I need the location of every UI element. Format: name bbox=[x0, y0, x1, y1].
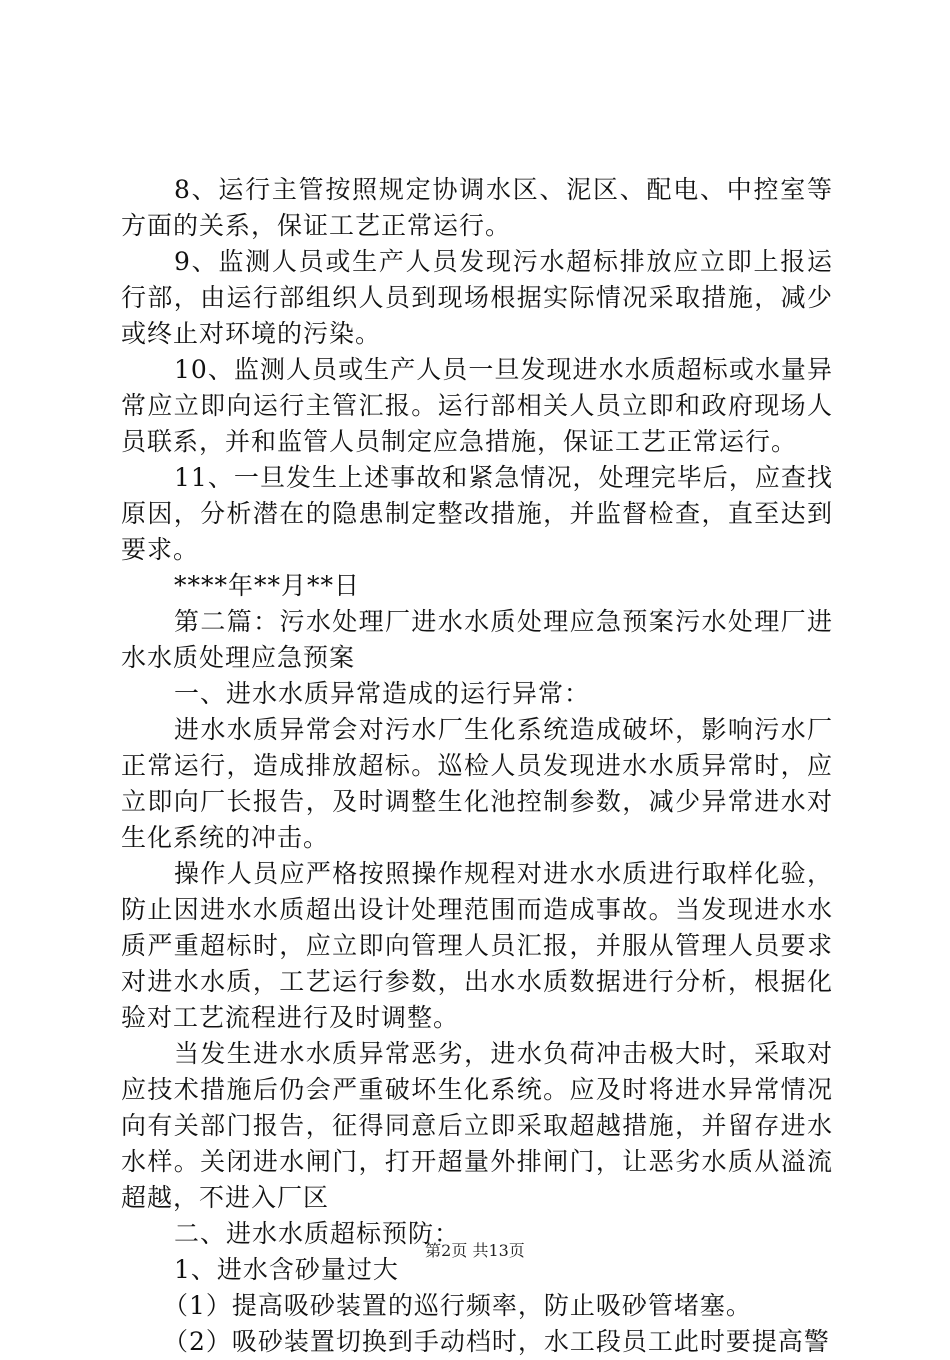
paragraph: （2）吸砂装置切换到手动档时，水工段员工此时要提高警 bbox=[163, 1327, 830, 1356]
document-body bbox=[121, 172, 833, 1360]
paragraph: 1、进水含砂量过大 bbox=[174, 1255, 399, 1284]
paragraph: 二、进水水质超标预防： bbox=[174, 1219, 461, 1248]
paragraph: 9、监测人员或生产人员发现污水超标排放应立即上报运行部，由运行部组织人员到现场根据实际情况采取措施，减少或终止对环境的污染。 bbox=[121, 247, 833, 348]
paragraph: （1）提高吸砂装置的巡行频率，防止吸砂管堵塞。 bbox=[163, 1291, 752, 1320]
paragraph: 进水水质异常会对污水厂生化系统造成破坏，影响污水厂正常运行，造成排放超标。巡检人员发现进水水质异常时，应立即向厂长报告，及时调整生化池控制参数，减少异常进水对生化系统的冲击。 bbox=[121, 715, 833, 852]
paragraph: 当发生进水水质异常恶劣，进水负荷冲击极大时，采取对应技术措施后仍会严重破坏生化系统。应及时将进水异常情况向有关部门报告，征得同意后立即采取超越措施，并留存进水水样。关闭进水闸门，打开超量外排闸门，让恶劣水质从溢流超越，不进入厂区 bbox=[121, 1039, 833, 1212]
paragraph: 一、进水水质异常造成的运行异常： bbox=[174, 679, 591, 708]
paragraph: 第二篇：污水处理厂进水水质处理应急预案污水处理厂进水水质处理应急预案 bbox=[121, 607, 833, 672]
page-footer: 第2页 共13页 bbox=[425, 1241, 525, 1260]
paragraph: 10、监测人员或生产人员一旦发现进水水质超标或水量异常应立即向运行主管汇报。运行部相关人员立即和政府现场人员联系，并和监管人员制定应急措施，保证工艺正常运行。 bbox=[121, 355, 833, 456]
paragraph: 11、一旦发生上述事故和紧急情况，处理完毕后，应查找原因，分析潜在的隐患制定整改措施，并监督检查，直至达到要求。 bbox=[121, 463, 833, 564]
paragraph: 8、运行主管按照规定协调水区、泥区、配电、中控室等方面的关系，保证工艺正常运行。 bbox=[121, 175, 833, 240]
paragraph: 操作人员应严格按照操作规程对进水水质进行取样化验，防止因进水水质超出设计处理范围而造成事故。当发现进水水质严重超标时，应立即向管理人员汇报，并服从管理人员要求对进水水质，工艺运行参数，出水水质数据进行分析，根据化验对工艺流程进行及时调整。 bbox=[121, 859, 833, 1032]
paragraph: ****年**月**日 bbox=[174, 571, 361, 600]
